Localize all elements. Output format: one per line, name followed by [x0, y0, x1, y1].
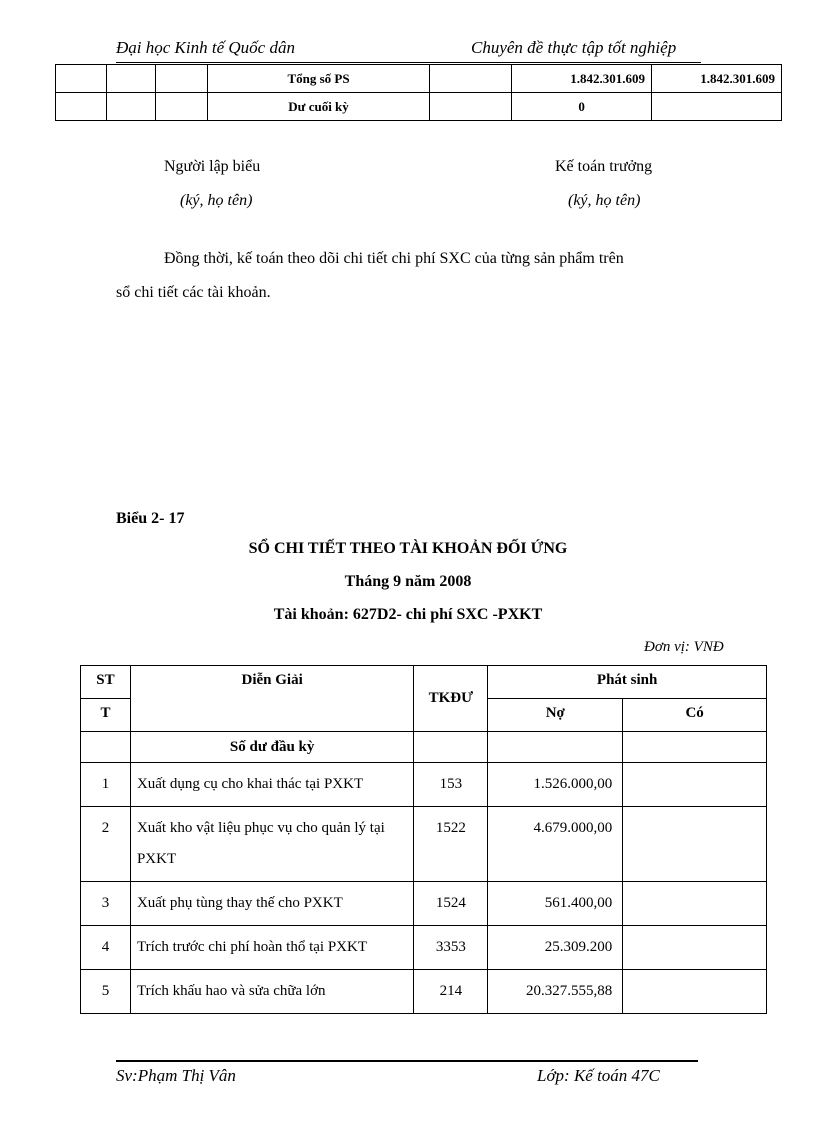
total-arising-label: Tổng số PS — [207, 65, 430, 93]
row-stt: 2 — [81, 807, 131, 882]
header-divider — [116, 62, 701, 63]
footer-divider — [116, 1060, 698, 1062]
preparer-note: (ký, họ tên) — [180, 192, 253, 209]
closing-balance-debit: 0 — [512, 93, 652, 121]
row-credit — [623, 970, 767, 1014]
table-row — [81, 926, 767, 970]
row-stt: 3 — [81, 882, 131, 926]
footer-class: Lớp: Kế toán 47C — [537, 1066, 660, 1085]
col-stt-header: ST — [81, 666, 131, 699]
ledger-account: Tài khoản: 627D2- chi phí SXC -PXKT — [273, 606, 543, 623]
opening-balance-label: Số dư đầu kỳ — [130, 732, 413, 763]
table-row — [81, 807, 767, 882]
col-description-header: Diễn Giải — [130, 666, 413, 732]
row-stt: 1 — [81, 763, 131, 807]
row-debit: 25.309.200 — [488, 926, 623, 970]
preparer-title: Người lập biểu — [164, 158, 261, 175]
row-debit: 20.327.555,88 — [488, 970, 623, 1014]
row-account: 1522 — [414, 807, 488, 882]
row-credit — [623, 807, 767, 882]
col-credit-header: Có — [623, 699, 767, 732]
row-credit — [623, 763, 767, 807]
row-account: 1524 — [414, 882, 488, 926]
row-credit — [623, 926, 767, 970]
row-debit: 1.526.000,00 — [488, 763, 623, 807]
paragraph-line-2: sổ chi tiết các tài khoản. — [116, 284, 271, 301]
row-description: Trích khấu hao và sửa chữa lớn — [130, 970, 413, 1014]
header-report-title: Chuyên đề thực tập tốt nghiệp — [471, 38, 677, 57]
row-credit — [623, 882, 767, 926]
col-debit-header: Nợ — [488, 699, 623, 732]
chief-accountant-title: Kế toán trưởng — [555, 158, 653, 175]
row-description: Xuất dụng cụ cho khai thác tại PXKT — [130, 763, 413, 807]
ledger-title: SỔ CHI TIẾT THEO TÀI KHOẢN ĐỐI ỨNG — [248, 540, 568, 557]
row-account: 153 — [414, 763, 488, 807]
table-row — [81, 763, 767, 807]
col-account-header: TKĐƯ — [414, 666, 488, 732]
paragraph-line-1: Đồng thời, kế toán theo dõi chi tiết chi phí SXC của từng sản phẩm trên — [164, 250, 624, 267]
table-row — [81, 970, 767, 1014]
row-account: 214 — [414, 970, 488, 1014]
col-arising-header: Phát sinh — [488, 666, 767, 699]
total-arising-credit: 1.842.301.609 — [652, 65, 782, 93]
summary-table — [55, 64, 782, 121]
closing-balance-label: Dư cuối kỳ — [207, 93, 430, 121]
row-description: Trích trước chi phí hoàn thổ tại PXKT — [130, 926, 413, 970]
ledger-period: Tháng 9 năm 2008 — [344, 573, 472, 590]
form-label: Biểu 2- 17 — [116, 510, 185, 527]
table-header-row — [81, 666, 767, 699]
table-row — [81, 882, 767, 926]
header-school: Đại học Kinh tế Quốc dân — [116, 38, 295, 57]
table-row — [56, 93, 782, 121]
footer-student: Sv:Phạm Thị Vân — [116, 1066, 236, 1085]
currency-unit: Đơn vị: VNĐ — [644, 639, 724, 655]
ledger-table — [80, 665, 767, 1014]
row-stt: 4 — [81, 926, 131, 970]
table-row — [81, 732, 767, 763]
row-debit: 561.400,00 — [488, 882, 623, 926]
row-debit: 4.679.000,00 — [488, 807, 623, 882]
closing-balance-credit — [652, 93, 782, 121]
total-arising-debit: 1.842.301.609 — [512, 65, 652, 93]
row-stt: 5 — [81, 970, 131, 1014]
col-stt-header-cont: T — [81, 699, 131, 732]
row-description: Xuất kho vật liệu phục vụ cho quản lý tại PXKT — [130, 807, 413, 882]
row-account: 3353 — [414, 926, 488, 970]
chief-accountant-note: (ký, họ tên) — [568, 192, 641, 209]
row-description: Xuất phụ tùng thay thế cho PXKT — [130, 882, 413, 926]
table-row — [56, 65, 782, 93]
